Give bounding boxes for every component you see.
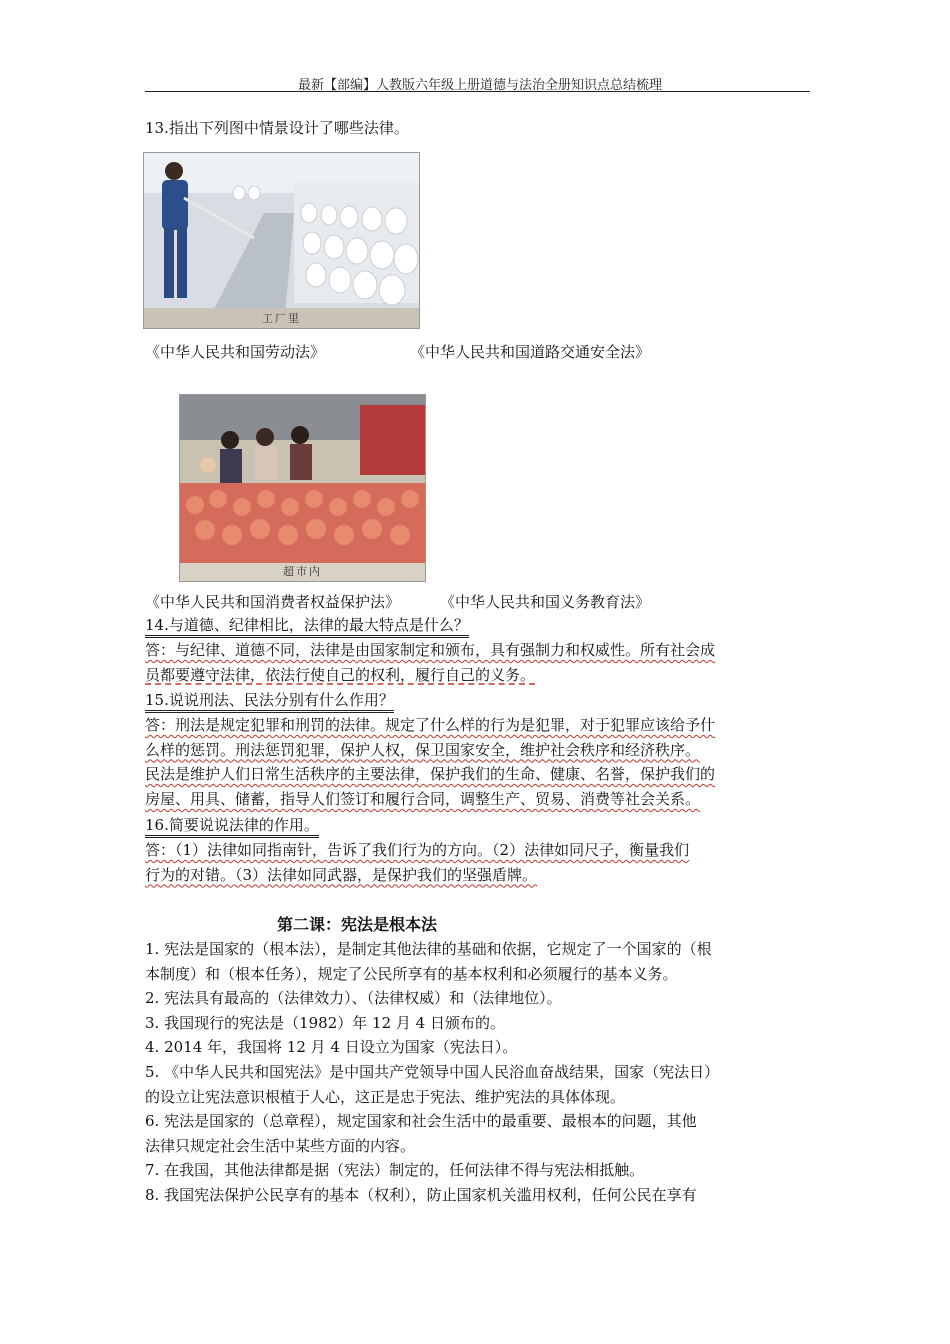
factory-photo-caption: 工厂里: [262, 312, 301, 325]
factory-scene-illustration: [144, 153, 419, 328]
answer-16: [145, 838, 810, 887]
law-consumer-rights: 《中华人民共和国消费者权益保护法》: [145, 593, 401, 611]
lesson-2-line: 4. 2014 年，我国将 12 月 4 日设立为国家（宪法日）。: [145, 1038, 518, 1057]
answer-14-line: 答：与纪律、道德不同，法律是由国家制定和颁布，具有强制力和权威性。所有社会成: [145, 641, 716, 659]
lesson-2-line: 的设立让宪法意识根植于人心，这正是忠于宪法、维护宪法的具体体现。: [145, 1087, 626, 1106]
answer-15-line: 房屋、用具、储蓄，指导人们签订和履行合同，调整生产、贸易、消费等社会关系。: [145, 789, 701, 808]
question-14: 14.与道德、纪律相比，法律的最大特点是什么？: [145, 616, 469, 638]
lesson-2-points: [145, 937, 810, 1208]
answer-14: [145, 638, 810, 687]
supermarket-photo-caption: 超市内: [283, 565, 322, 578]
law-compulsory-education: 《中华人民共和国义务教育法》: [440, 593, 651, 611]
lesson-2-title: 第二课：宪法是根本法: [277, 915, 438, 934]
answer-16-line: 行为的对错。（3）法律如同武器，是保护我们的坚强盾牌。: [145, 865, 538, 884]
question-16: 16.简要说说法律的作用。: [145, 816, 319, 838]
factory-photo: [143, 152, 420, 329]
lesson-2-line: 本制度）和（根本任务），规定了公民所享有的基本权利和必须履行的基本义务。: [145, 964, 678, 983]
lesson-2-line: 7. 在我国，其他法律都是据（宪法）制定的，任何法律不得与宪法相抵触。: [145, 1161, 645, 1180]
answer-15-line: 么样的惩罚。刑法惩罚犯罪，保护人权，保卫国家安全，维护社会秩序和经济秩序。: [145, 740, 701, 759]
answer-16-line: 答：（1）法律如同指南针，告诉了我们行为的方向。（2）法律如同尺子，衡量我们: [145, 841, 690, 859]
answer-15: [145, 713, 810, 811]
lesson-2-line: 1. 宪法是国家的（根本法），是制定其他法律的基础和依据，它规定了一个国家的（根: [145, 940, 712, 958]
lesson-2-line: 5. 《中华人民共和国宪法》是中国共产党领导中国人民浴血奋战结果，国家（宪法日）: [145, 1062, 720, 1081]
supermarket-photo: [179, 394, 426, 582]
law-labor: 《中华人民共和国劳动法》: [145, 343, 326, 361]
question-15: 15.说说刑法、民法分别有什么作用？: [145, 691, 394, 713]
header-rule: [145, 91, 810, 92]
answer-14-line: 员都要遵守法律，依法行使自己的权利，履行自己的义务。: [145, 665, 536, 684]
document-header-title: 最新【部编】人教版六年级上册道德与法治全册知识点总结梳理: [297, 78, 662, 93]
supermarket-scene-illustration: [180, 395, 425, 581]
answer-15-line: 答：刑法是规定犯罪和刑罚的法律。规定了什么样的行为是犯罪，对于犯罪应该给予什: [145, 716, 716, 734]
lesson-2-line: 2. 宪法具有最高的（法律效力）、（法律权威）和（法律地位）。: [145, 989, 562, 1008]
lesson-2-line: 法律只规定社会生活中某些方面的内容。: [145, 1136, 416, 1155]
lesson-2-line: 6. 宪法是国家的（总章程），规定国家和社会生活中的最重要、最根本的问题，其他: [145, 1112, 697, 1131]
lesson-2-line: 8. 我国宪法保护公民享有的基本（权利），防止国家机关滥用权利，任何公民在享有: [145, 1185, 697, 1204]
lesson-2-line: 3. 我国现行的宪法是（1982）年 12 月 4 日颁布的。: [145, 1013, 505, 1032]
question-13: 13.指出下列图中情景设计了哪些法律。: [145, 119, 409, 137]
law-road-traffic-safety: 《中华人民共和国道路交通安全法》: [410, 343, 651, 361]
answer-15-line: 民法是维护人们日常生活秩序的主要法律，保护我们的生命、健康、名誉，保护我们的: [145, 765, 716, 784]
